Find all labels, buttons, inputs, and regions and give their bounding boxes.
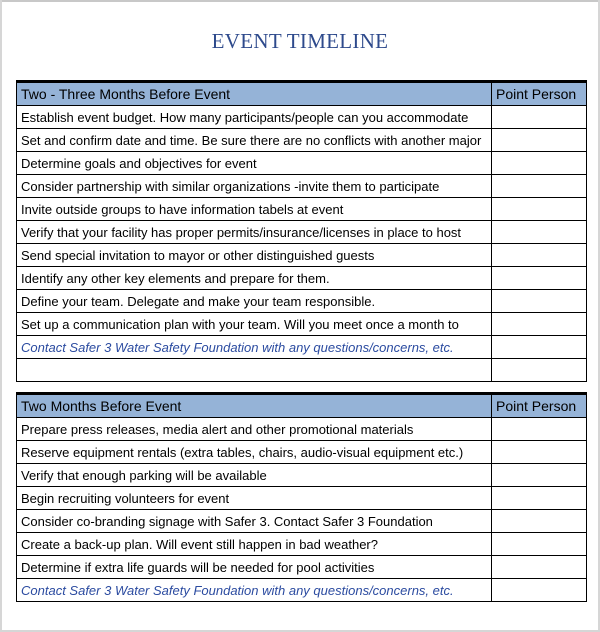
section-heading: Two - Three Months Before Event [17,82,492,106]
point-person-cell[interactable] [492,336,587,359]
point-person-cell[interactable] [492,533,587,556]
contact-row [17,336,587,359]
point-person-header: Point Person [492,82,587,106]
task-row [17,556,587,579]
task-row [17,290,587,313]
point-person-cell[interactable] [492,487,587,510]
point-person-cell[interactable] [492,510,587,533]
task-text[interactable]: Define your team. Delegate and make your team responsible. [17,290,492,313]
task-row [17,152,587,175]
task-text[interactable]: Determine goals and objectives for event [17,152,492,175]
task-text[interactable]: Prepare press releases, media alert and other promotional materials [17,418,492,441]
section-header-row [17,394,587,418]
empty-cell[interactable] [17,359,492,382]
task-text[interactable]: Consider partnership with similar organizations -invite them to participate [17,175,492,198]
contact-text: Contact Safer 3 Water Safety Foundation with any questions/concerns, etc. [17,336,492,359]
task-text[interactable]: Determine if extra life guards will be needed for pool activities [17,556,492,579]
page-title: EVENT TIMELINE [211,29,389,53]
task-text[interactable]: Invite outside groups to have information tabels at event [17,198,492,221]
task-row [17,106,587,129]
task-text[interactable]: Set and confirm date and time. Be sure there are no conflicts with another major [17,129,492,152]
contact-text: Contact Safer 3 Water Safety Foundation with any questions/concerns, etc. [17,579,492,602]
task-row [17,464,587,487]
page-left-border [0,0,2,632]
point-person-cell[interactable] [492,175,587,198]
point-person-cell[interactable] [492,152,587,175]
task-row [17,441,587,464]
task-text[interactable]: Create a back-up plan. Will event still happen in bad weather? [17,533,492,556]
spacer-row [17,359,587,382]
point-person-cell[interactable] [492,198,587,221]
section-heading: Two Months Before Event [17,394,492,418]
task-text[interactable]: Send special invitation to mayor or other distinguished guests [17,244,492,267]
task-row [17,267,587,290]
timeline-table-two-months [16,392,587,602]
task-text[interactable]: Verify that your facility has proper permits/insurance/licenses in place to host [17,221,492,244]
point-person-cell[interactable] [492,106,587,129]
task-text[interactable]: Begin recruiting volunteers for event [17,487,492,510]
task-row [17,175,587,198]
task-text[interactable]: Set up a communication plan with your team. Will you meet once a month to [17,313,492,336]
point-person-cell[interactable] [492,244,587,267]
point-person-cell[interactable] [492,290,587,313]
timeline-table-two-three-months [16,80,587,382]
task-row [17,510,587,533]
section-header-row [17,82,587,106]
task-row [17,129,587,152]
point-person-cell[interactable] [492,267,587,290]
task-text[interactable]: Reserve equipment rentals (extra tables, chairs, audio-visual equipment etc.) [17,441,492,464]
point-person-cell[interactable] [492,418,587,441]
point-person-cell[interactable] [492,441,587,464]
point-person-cell[interactable] [492,221,587,244]
task-row [17,313,587,336]
page-top-border [0,0,600,2]
task-row [17,487,587,510]
task-text[interactable]: Identify any other key elements and prepare for them. [17,267,492,290]
task-row [17,418,587,441]
point-person-cell[interactable] [492,313,587,336]
point-person-cell[interactable] [492,129,587,152]
task-text[interactable]: Verify that enough parking will be available [17,464,492,487]
task-row [17,533,587,556]
point-person-cell[interactable] [492,464,587,487]
point-person-cell[interactable] [492,556,587,579]
task-row [17,244,587,267]
contact-row [17,579,587,602]
task-text[interactable]: Establish event budget. How many participants/people can you accommodate [17,106,492,129]
task-row [17,221,587,244]
point-person-cell[interactable] [492,359,587,382]
task-text[interactable]: Consider co-branding signage with Safer 3. Contact Safer 3 Foundation [17,510,492,533]
task-row [17,198,587,221]
point-person-cell[interactable] [492,579,587,602]
point-person-header: Point Person [492,394,587,418]
